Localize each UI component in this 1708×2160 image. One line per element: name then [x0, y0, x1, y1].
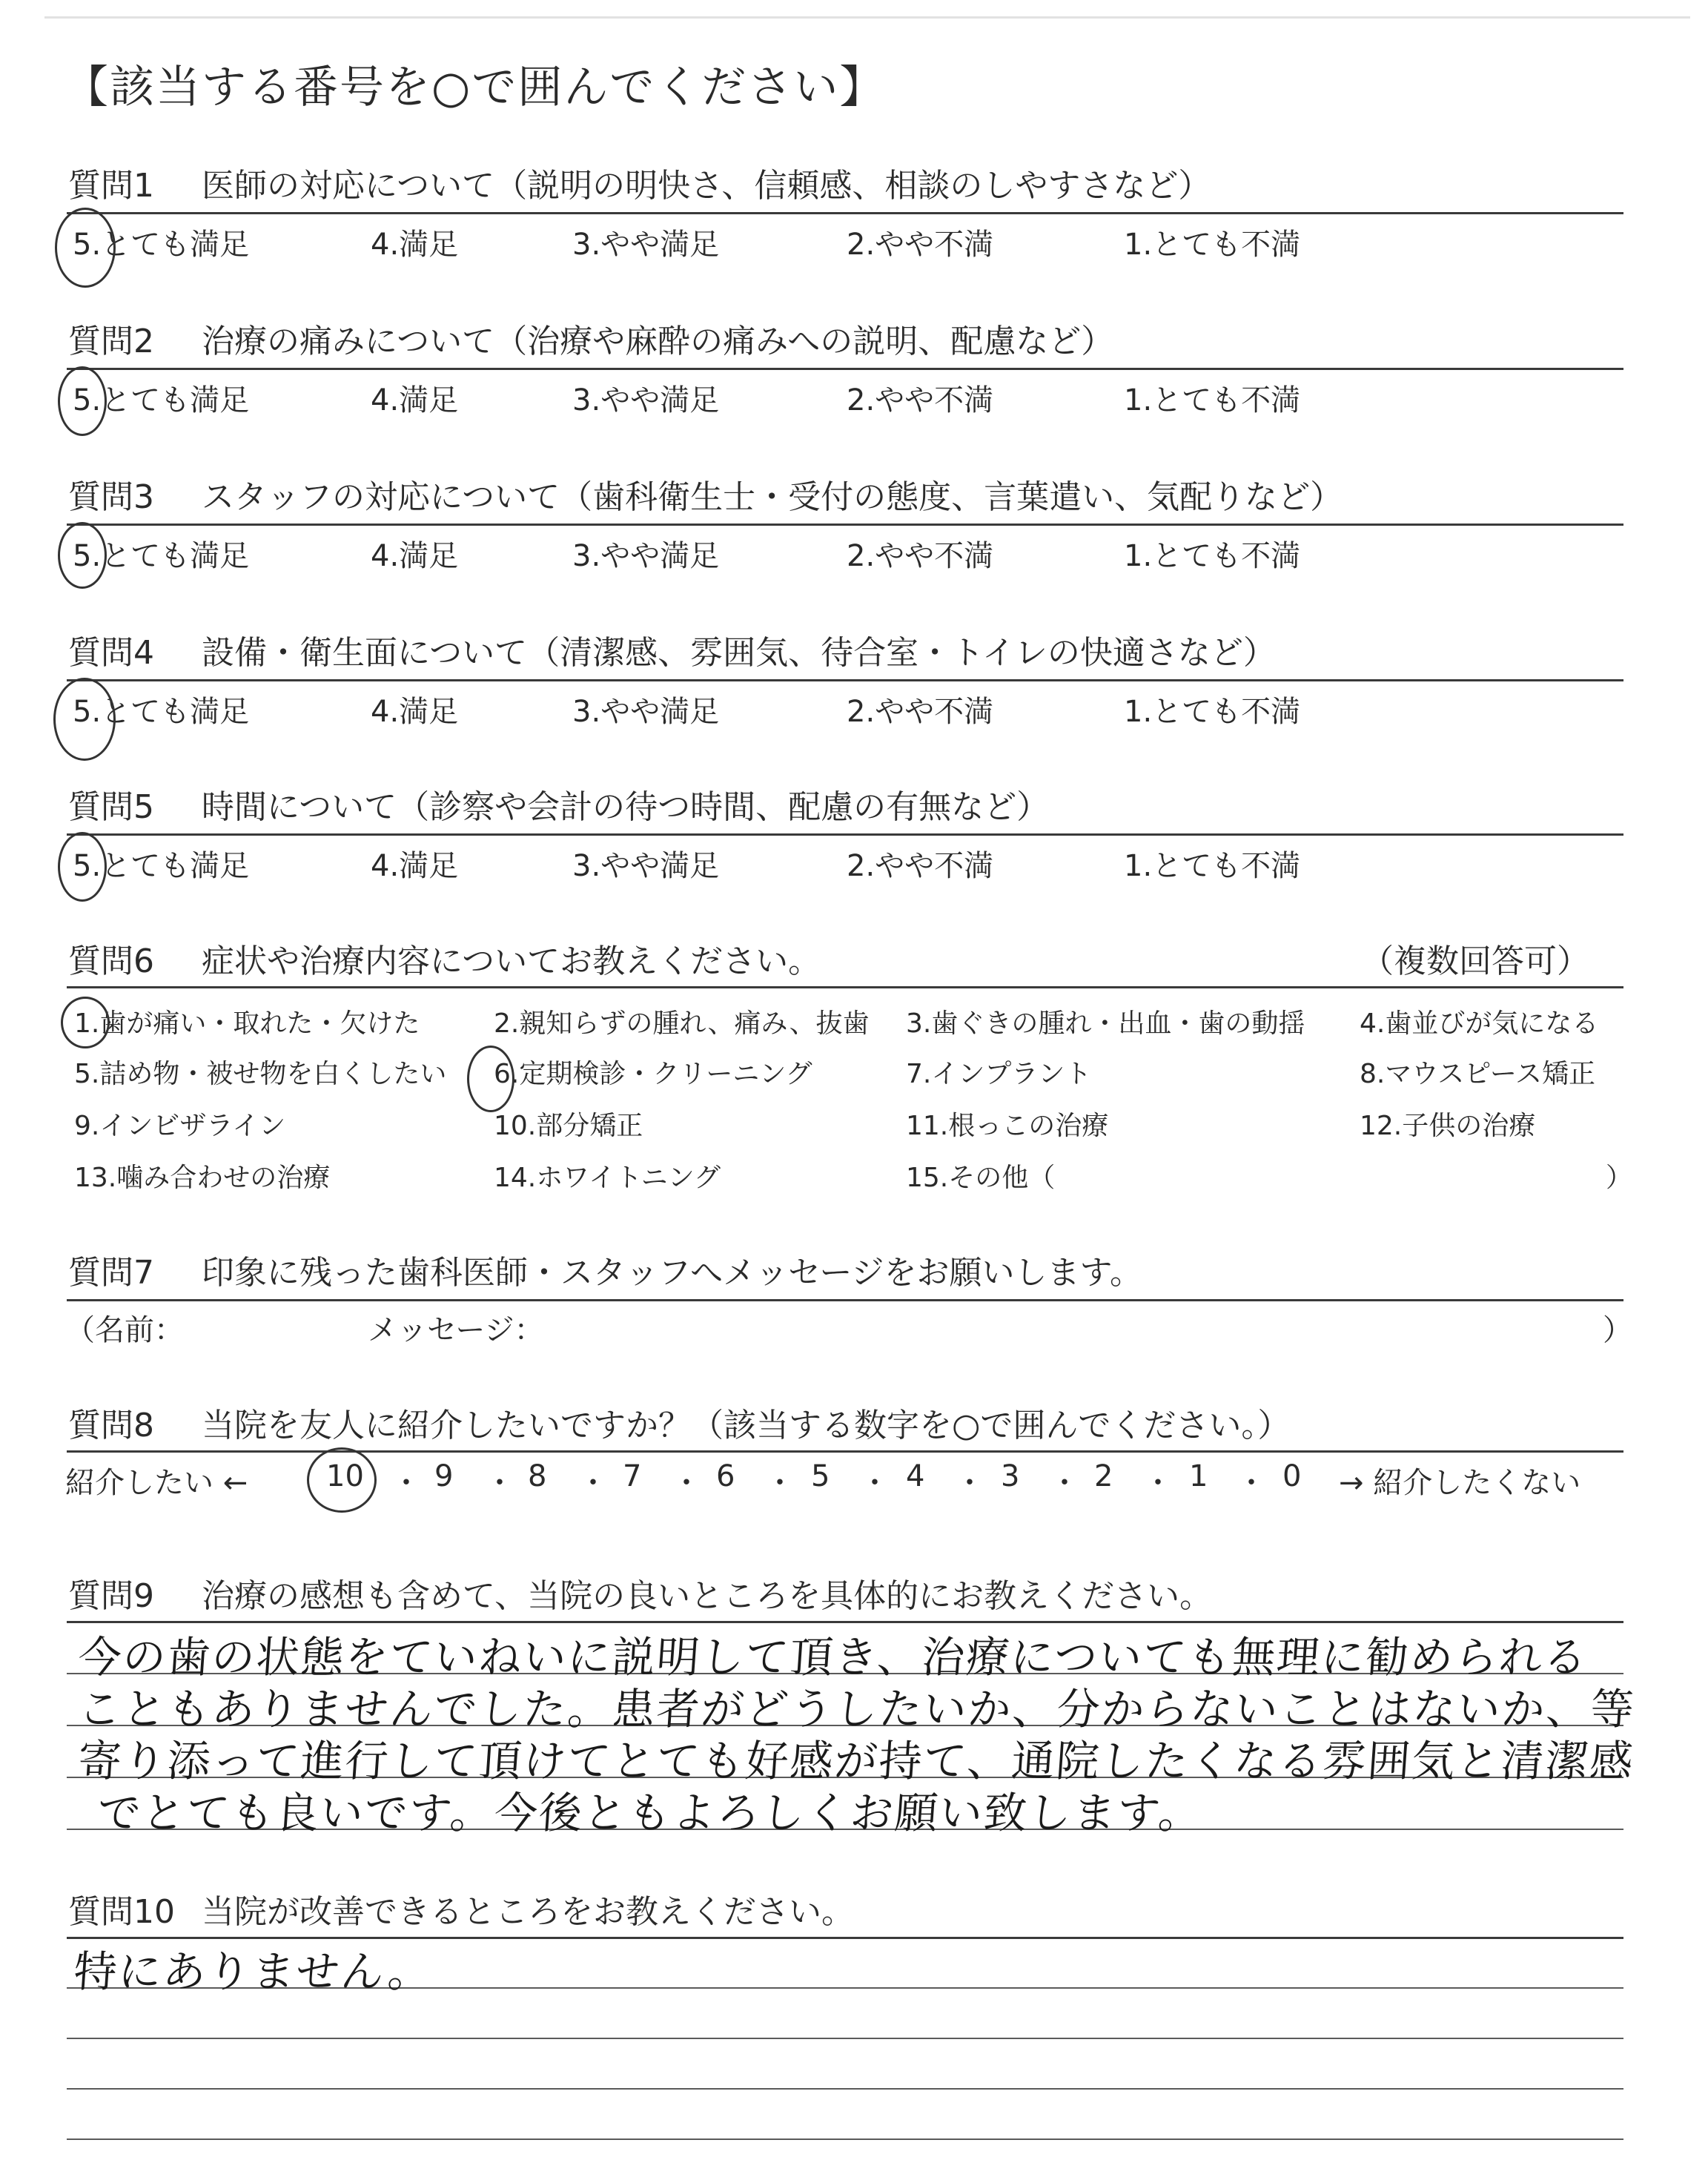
q6-option-8[interactable]: 8.マウスピース矯正 [1360, 1059, 1596, 1089]
option-4[interactable]: 4.満足 [371, 695, 459, 729]
option-1[interactable]: 1.とても不満 [1124, 849, 1301, 883]
multiple-answer-note: （複数回答可） [1361, 942, 1589, 980]
question-rule [67, 1299, 1623, 1301]
option-1[interactable]: 1.とても不満 [1124, 383, 1301, 417]
q6-option-1[interactable]: 1.歯が痛い・取れた・欠けた [74, 1008, 420, 1039]
option-3[interactable]: 3.やや満足 [572, 383, 720, 417]
question-text: 症状や治療内容についてお教えください。 [202, 942, 821, 980]
question-text: 設備・衛生面について（清潔感、雰囲気、待合室・トイレの快適さなど） [202, 634, 1276, 672]
question-6 [68, 934, 821, 982]
recommend-right-label: → 紹介したくない [1339, 1466, 1581, 1500]
q6-option-2[interactable]: 2.親知らずの腫れ、痛み、抜歯 [494, 1008, 870, 1039]
option-2[interactable]: 2.やや不満 [847, 539, 994, 573]
option-2[interactable]: 2.やや不満 [847, 228, 994, 262]
option-4[interactable]: 4.満足 [371, 383, 459, 417]
question-number: 質問7 [68, 1254, 154, 1292]
option-2[interactable]: 2.やや不満 [847, 383, 994, 417]
scale-4[interactable]: 4 [906, 1459, 925, 1493]
q6-option-13[interactable]: 13.噛み合わせの治療 [74, 1163, 331, 1193]
option-4[interactable]: 4.満足 [371, 539, 459, 573]
option-3[interactable]: 3.やや満足 [572, 849, 720, 883]
handwritten-answer-line: でとても良いです。今後ともよろしくお願い致します。 [96, 1788, 1205, 1838]
scale-7[interactable]: 7 [623, 1459, 642, 1493]
scale-dot: ・ [672, 1466, 701, 1500]
option-4[interactable]: 4.満足 [371, 849, 459, 883]
handwritten-answer-line: 今の歯の状態をていねいに説明して頂き、治療についても無理に勧められる [76, 1632, 1590, 1682]
scale-dot: ・ [1237, 1466, 1266, 1500]
question-number: 質問9 [68, 1577, 154, 1615]
option-3[interactable]: 3.やや満足 [572, 228, 720, 262]
question-number: 質問6 [68, 942, 154, 980]
scale-dot: ・ [1143, 1466, 1173, 1500]
scale-10[interactable]: 10 [326, 1459, 364, 1493]
scale-2[interactable]: 2 [1094, 1459, 1113, 1493]
q6-option-4[interactable]: 4.歯並びが気になる [1360, 1008, 1599, 1039]
scale-dot: ・ [860, 1466, 890, 1500]
question-5 [68, 780, 1049, 828]
option-1[interactable]: 1.とても不満 [1124, 695, 1301, 729]
option-3[interactable]: 3.やや満足 [572, 695, 720, 729]
question-10 [68, 1885, 854, 1932]
option-2[interactable]: 2.やや不満 [847, 695, 994, 729]
scale-3[interactable]: 3 [1001, 1459, 1020, 1493]
question-text: 医師の対応について（説明の明快さ、信頼感、相談のしやすさなど） [202, 167, 1211, 205]
selected-circle [55, 208, 116, 288]
selected-circle [467, 1046, 514, 1112]
question-text: スタッフの対応について（歯科衛生士・受付の態度、言葉遣い、気配りなど） [202, 478, 1343, 516]
question-rule [67, 368, 1623, 370]
recommend-left-label: 紹介したい ← [65, 1466, 248, 1500]
answer-line [67, 2038, 1623, 2039]
selected-circle [58, 522, 107, 589]
q6-option-15[interactable]: 15.その他（ [906, 1163, 1056, 1193]
handwritten-answer-line: 特にありません。 [72, 1946, 434, 1997]
option-1[interactable]: 1.とても不満 [1124, 539, 1301, 573]
q6-option-9[interactable]: 9.インビザライン [74, 1111, 286, 1141]
q6-option-6[interactable]: 6.定期検診・クリーニング [494, 1059, 812, 1089]
question-number: 質問10 [68, 1893, 175, 1931]
top-border [44, 16, 1690, 19]
message-label: メッセージ： [368, 1313, 544, 1347]
q6-option-12[interactable]: 12.子供の治療 [1360, 1111, 1536, 1141]
option-3[interactable]: 3.やや満足 [572, 539, 720, 573]
scale-1[interactable]: 1 [1189, 1459, 1208, 1493]
question-3 [68, 470, 1343, 518]
option-5[interactable]: 5.とても満足 [73, 228, 250, 262]
question-9 [68, 1569, 1212, 1616]
question-text: 当院を友人に紹介したいですか？（該当する数字を○で囲んでください。） [202, 1407, 1291, 1444]
scale-dot: ・ [391, 1466, 421, 1500]
question-number: 質問2 [68, 323, 154, 360]
question-number: 質問3 [68, 478, 154, 516]
q6-option-14[interactable]: 14.ホワイトニング [494, 1163, 721, 1193]
scale-dot: ・ [485, 1466, 514, 1500]
scale-8[interactable]: 8 [528, 1459, 547, 1493]
option-5[interactable]: 5.とても満足 [73, 849, 250, 883]
question-rule [67, 679, 1623, 681]
question-text: 当院が改善できるところをお教えください。 [202, 1893, 854, 1931]
question-text: 時間について（診察や会計の待つ時間、配慮の有無など） [202, 788, 1050, 826]
option-1[interactable]: 1.とても不満 [1124, 228, 1301, 262]
scale-6[interactable]: 6 [716, 1459, 735, 1493]
question-number: 質問4 [68, 634, 154, 672]
question-number: 質問1 [68, 167, 154, 205]
scale-dot: ・ [1050, 1466, 1079, 1500]
q6-option-7[interactable]: 7.インプラント [906, 1059, 1092, 1089]
scale-9[interactable]: 9 [434, 1459, 454, 1493]
scale-5[interactable]: 5 [811, 1459, 830, 1493]
question-text: 治療の感想も含めて、当院の良いところを具体的にお教えください。 [202, 1577, 1213, 1615]
option-4[interactable]: 4.満足 [371, 228, 459, 262]
answer-line [67, 2088, 1623, 2090]
selected-circle [58, 366, 107, 436]
q6-option-3[interactable]: 3.歯ぐきの腫れ・出血・歯の動揺 [906, 1008, 1305, 1039]
q6-option-10[interactable]: 10.部分矯正 [494, 1111, 643, 1141]
answer-line [67, 2138, 1623, 2140]
question-rule [67, 986, 1623, 988]
q6-option-5[interactable]: 5.詰め物・被せ物を白くしたい [74, 1059, 447, 1089]
option-5[interactable]: 5.とても満足 [73, 695, 250, 729]
question-rule [67, 1450, 1623, 1453]
question-rule [67, 524, 1623, 526]
q6-option-11[interactable]: 11.根っこの治療 [906, 1111, 1109, 1141]
question-rule [67, 833, 1623, 836]
question-rule [67, 212, 1623, 214]
option-5[interactable]: 5.とても満足 [73, 383, 250, 417]
question-7 [68, 1246, 1142, 1293]
name-label: （名前： [65, 1313, 184, 1347]
question-text: 印象に残った歯科医師・スタッフへメッセージをお願いします。 [202, 1254, 1142, 1292]
handwritten-answer-line: こともありませんでした。患者がどうしたいか、分からないことはないか、等 [76, 1684, 1638, 1734]
question-text: 治療の痛みについて（治療や麻酔の痛みへの説明、配慮など） [202, 323, 1114, 360]
option-2[interactable]: 2.やや不満 [847, 849, 994, 883]
handwritten-answer-line: 寄り添って進行して頂けてとても好感が持て、通院したくなる雰囲気と清潔感 [76, 1736, 1636, 1786]
question-number: 質問8 [68, 1407, 154, 1444]
question-number: 質問5 [68, 788, 154, 826]
question-1 [68, 159, 1211, 206]
selected-circle [58, 832, 107, 902]
question-8 [68, 1398, 1290, 1446]
message-close: ） [1603, 1313, 1632, 1347]
scale-dot: ・ [765, 1466, 795, 1500]
scale-0[interactable]: 0 [1282, 1459, 1302, 1493]
selected-circle [307, 1447, 377, 1513]
selected-circle [53, 678, 116, 761]
q6-option-15-close: ） [1606, 1163, 1633, 1193]
selected-circle [61, 997, 110, 1048]
scale-dot: ・ [955, 1466, 984, 1500]
page-title: 【該当する番号を○で囲んでください】 [64, 62, 886, 113]
option-5[interactable]: 5.とても満足 [73, 539, 250, 573]
scale-dot: ・ [578, 1466, 608, 1500]
question-2 [68, 314, 1113, 362]
question-4 [68, 626, 1276, 673]
